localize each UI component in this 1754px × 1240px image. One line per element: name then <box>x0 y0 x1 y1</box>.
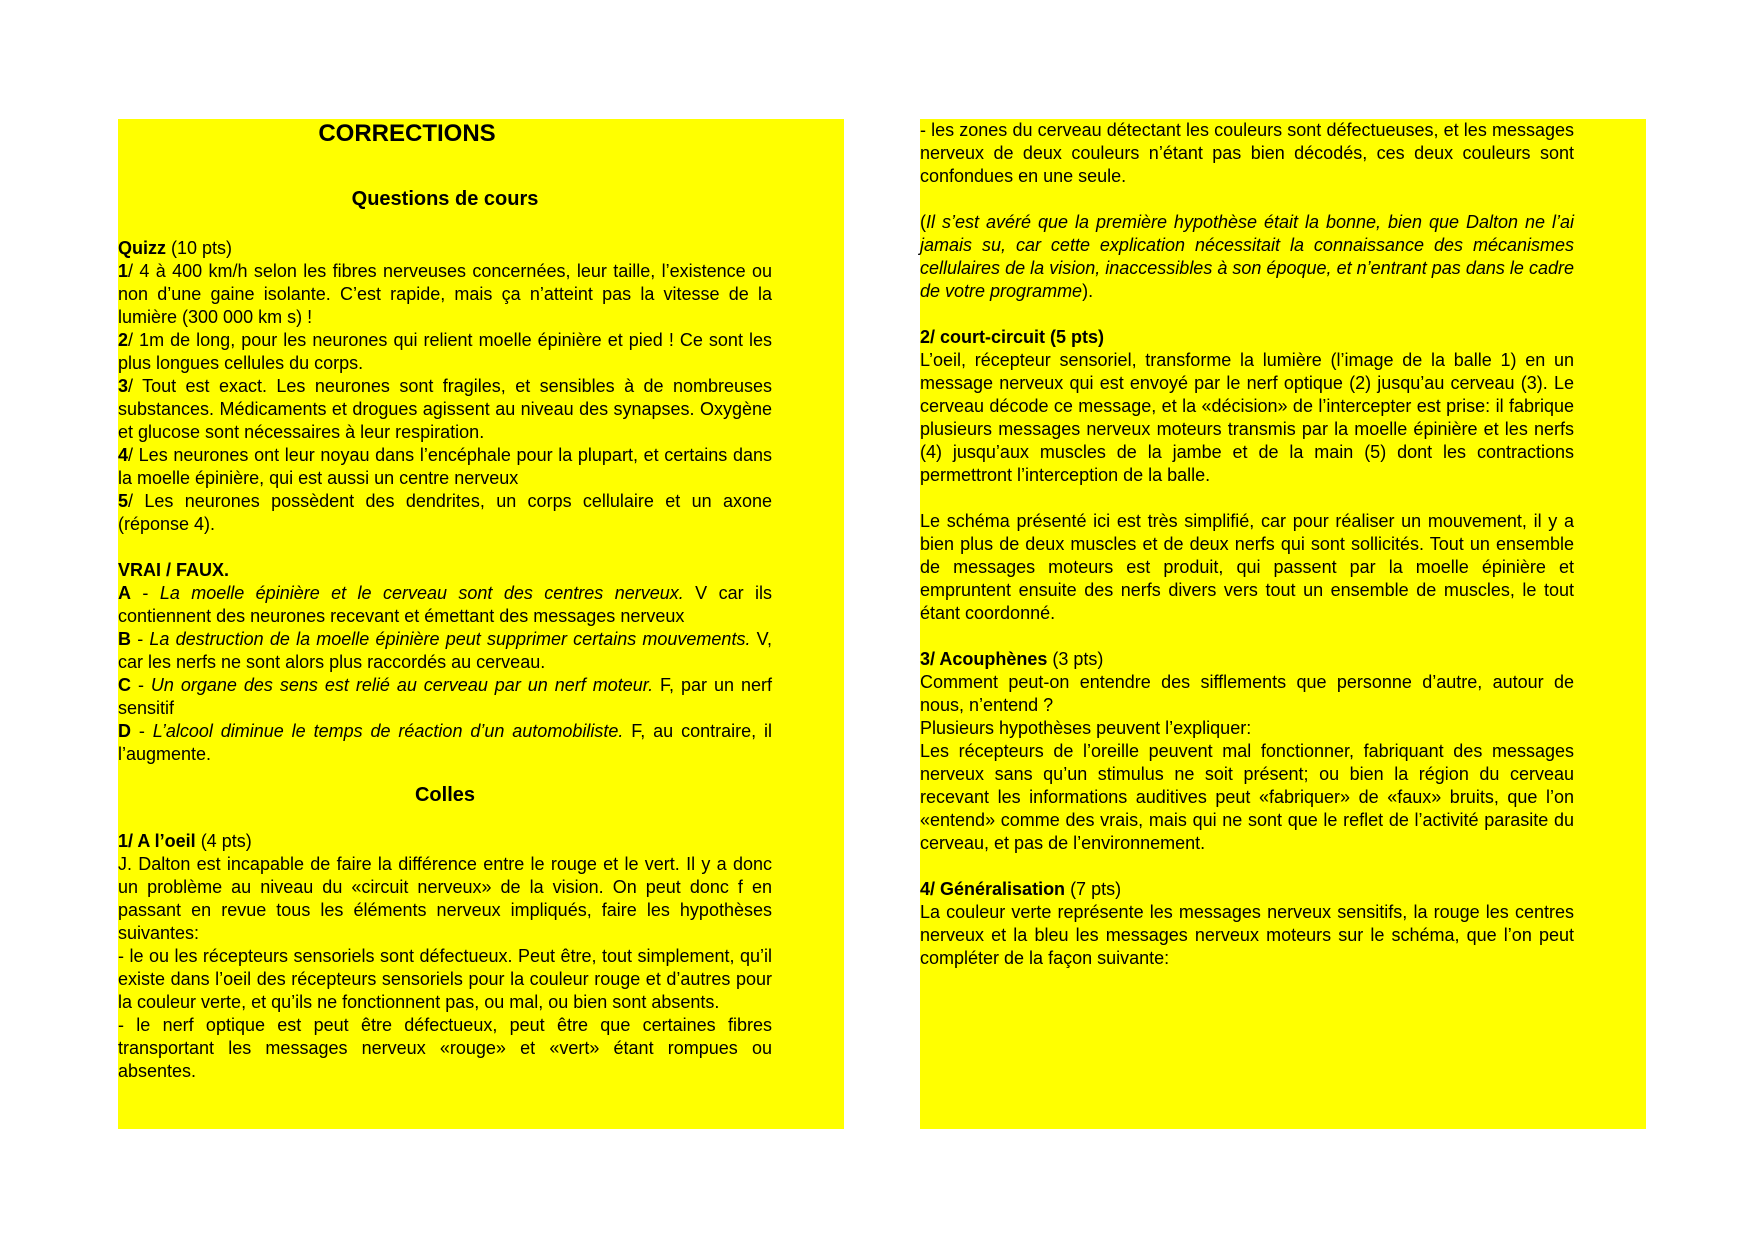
true-false-heading <box>118 559 772 582</box>
colle-3-para-3: Les récepteurs de l’oreille peuvent mal fonctionner, fabriquant des messages nerveux sans qu’un stimulus ne soit présent; ou bien la région du cerveau recevant les informations auditives peut «fabriquer» de «faux» bruits, que l’on «entend» comme des vrais, mais qui ne sont que le reflet de l’activité parasite du cerveau, et pas de l’environnement. <box>920 741 1574 853</box>
colle-3-para-1: Comment peut-on entendre des sifflements que personne d’autre, autour de nous, n’entend ? <box>920 672 1574 715</box>
true-false-item-c <box>118 674 772 720</box>
quizz-heading <box>118 237 772 260</box>
quizz-item-number: 4 <box>118 445 129 465</box>
colle-4-points: (7 pts) <box>1065 879 1122 899</box>
colle-2-label: 2/ court-circuit (5 pts) <box>920 327 1105 347</box>
colle-1-heading <box>118 830 772 853</box>
note-text: Il s’est avéré que la première hypothèse était la bonne, bien que Dalton ne l’ai jamais su, car cette explication nécessitait la connaissance des mécanismes cellulaires de la vision, inaccessibles à son époque, et n’entrant pas dans le cadre de votre programme <box>920 212 1574 301</box>
true-false-item-a <box>118 582 772 628</box>
tf-letter: C <box>118 675 131 695</box>
quizz-item-4 <box>118 444 772 490</box>
quizz-item-5 <box>118 490 772 536</box>
tf-statement: L’alcool diminue le temps de réaction d’un automobiliste. <box>152 721 624 741</box>
tf-letter: A <box>118 583 131 603</box>
tf-sep: - <box>131 583 160 603</box>
tf-answer: V, car les nerfs ne sont alors plus raccordés au cerveau. <box>118 629 773 672</box>
colle-1-label: 1/ A l’oeil <box>118 831 196 851</box>
quizz-item-text: / 1m de long, pour les neurones qui relient moelle épinière et pied ! Ce sont les plus longues cellules du corps. <box>118 330 772 373</box>
quizz-item-1 <box>118 260 772 329</box>
quizz-label: Quizz <box>118 238 166 258</box>
quizz-item-number: 3 <box>118 376 129 396</box>
quizz-item-text: / Les neurones possèdent des dendrites, un corps cellulaire et un axone (réponse 4). <box>118 491 772 534</box>
tf-letter: D <box>118 721 131 741</box>
note-close: ). <box>1082 281 1094 301</box>
tf-statement: La moelle épinière et le cerveau sont des centres nerveux. <box>159 583 684 603</box>
quizz-points: (10 pts) <box>166 238 233 258</box>
colle-2-para-2: Le schéma présenté ici est très simplifié, car pour réaliser un mouvement, il y a bien plus de deux muscles et de deux nerfs qui sont sollicités. Tout un ensemble de messages moteurs est produit, qui passent par la moelle épinière et empruntent ensuite des nerfs divers vers tout un ensemble de muscles, le tout étant coordonné. <box>920 511 1574 623</box>
colles-heading: Colles <box>414 784 476 806</box>
tf-statement: La destruction de la moelle épinière peut supprimer certains mouvements. <box>149 629 751 649</box>
tf-sep: - <box>131 629 150 649</box>
colle-1-points: (4 pts) <box>195 831 252 851</box>
tf-sep: - <box>131 675 151 695</box>
colle-3-label: 3/ Acouphènes <box>920 649 1048 669</box>
course-questions-heading: Questions de cours <box>351 188 539 210</box>
tf-answer: V car ils contiennent des neurones recevant et émettant des messages nerveux <box>118 583 772 626</box>
quizz-item-text: / Tout est exact. Les neurones sont fragiles, et sensibles à de nombreuses substances. Médicaments et drogues agissent au niveau des synapses. Oxygène et glucose sont nécessaires à leur respiration. <box>118 376 772 442</box>
tf-letter: B <box>118 629 131 649</box>
quizz-item-number: 5 <box>118 491 129 511</box>
true-false-item-d <box>118 720 772 766</box>
colle-3-para-2: Plusieurs hypothèses peuvent l’expliquer: <box>920 718 1252 738</box>
quizz-item-text: / Les neurones ont leur noyau dans l’encéphale pour la plupart, et certains dans la moelle épinière, qui est aussi un centre nerveux <box>118 445 772 488</box>
quizz-item-number: 1 <box>118 261 129 281</box>
colle-1-para-4: - les zones du cerveau détectant les couleurs sont défectueuses, et les messages nerveux de deux couleurs n’étant pas bien décodés, ces deux couleurs sont confondues en une seule. <box>920 120 1574 186</box>
colle-1-note <box>920 211 1574 303</box>
tf-sep: - <box>131 721 153 741</box>
colle-4-para-1: La couleur verte représente les messages nerveux sensitifs, la rouge les centres nerveux et la bleu les messages nerveux moteurs sur le schéma, que l’on peut compléter de la façon suivante: <box>920 902 1574 968</box>
colle-1-para-3: - le nerf optique est peut être défectueux, peut être que certaines fibres transportant les messages nerveux «rouge» et «vert» étant rompues ou absentes. <box>118 1015 772 1081</box>
true-false-item-b <box>118 628 772 674</box>
quizz-item-2 <box>118 329 772 375</box>
colle-1-para-1: J. Dalton est incapable de faire la différence entre le rouge et le vert. Il y a donc un problème au niveau du «circuit nerveux» de la vision. On peut donc f en passant en revue tous les éléments nerveux impliqués, faire les hypothèses suivantes: <box>118 854 772 943</box>
colle-2-heading <box>920 326 1574 349</box>
right-column <box>920 119 1646 1129</box>
page-title: CORRECTIONS <box>318 120 496 147</box>
colle-4-heading <box>920 878 1574 901</box>
colle-3-points: (3 pts) <box>1047 649 1104 669</box>
tf-statement: Un organe des sens est relié au cerveau par un nerf moteur. <box>150 675 654 695</box>
note-open: ( <box>920 212 926 232</box>
colle-2-para-1: L’oeil, récepteur sensoriel, transforme la lumière (l’image de la balle 1) en un message nerveux qui est envoyé par le nerf optique (2) jusqu’au cerveau (3). Le cerveau décode ce message, et la «décision» de l’intercepter est prise: il fabrique plusieurs messages nerveux moteurs transmis par la moelle épinière et les nerfs (4) jusqu’aux muscles de la jambe et de la main (5) dont les contractions permettront l’interception de la balle. <box>920 350 1574 485</box>
tf-answer: F, au contraire, il l’augmente. <box>118 721 773 764</box>
true-false-label: VRAI / FAUX. <box>118 560 230 580</box>
quizz-item-3 <box>118 375 772 444</box>
quizz-item-text: / 4 à 400 km/h selon les fibres nerveuses concernées, leur taille, l’existence ou non d’une gaine isolante. C’est rapide, mais ça n’atteint pas la vitesse de la lumière (300 000 km s) ! <box>118 261 772 327</box>
colle-1-para-2: - le ou les récepteurs sensoriels sont défectueux. Peut être, tout simplement, qu’il existe dans l’oeil des récepteurs sensoriels pour la couleur rouge et d’autres pour la couleur verte, et qu’ils ne fonctionnent pas, ou mal, ou bien sont absents. <box>118 946 772 1012</box>
quizz-item-number: 2 <box>118 330 129 350</box>
colle-4-label: 4/ Généralisation <box>920 879 1066 899</box>
colle-3-heading <box>920 648 1574 671</box>
tf-answer: F, par un nerf sensitif <box>118 675 772 718</box>
left-column <box>118 119 844 1129</box>
